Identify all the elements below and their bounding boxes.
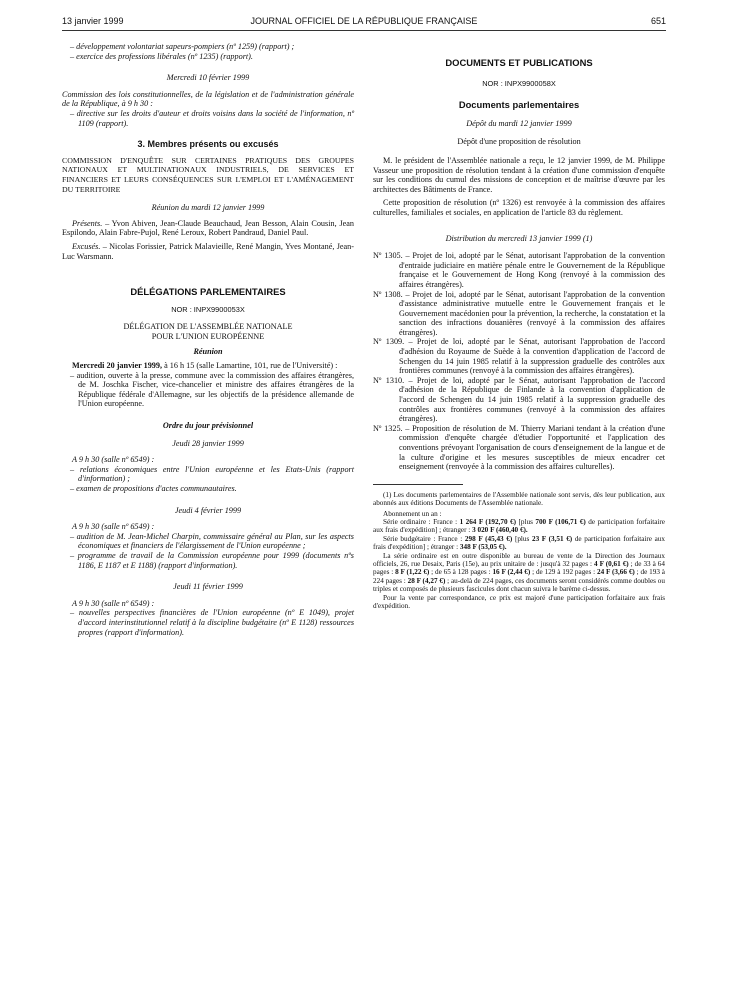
depot-heading: Dépôt du mardi 12 janvier 1999: [466, 118, 572, 128]
time-line: A 9 h 30 (salle nº 6549) :: [72, 598, 155, 608]
price: 1 264 F (192,70 €): [459, 518, 517, 526]
list-item: – directive sur les droits d'auteur et droits voisins dans la société de l'information, nº 1109 (rapport).: [70, 108, 354, 128]
day-heading: Jeudi 28 janvier 1999: [172, 438, 244, 448]
footnote: (1) Les documents parlementaires de l'Assemblée nationale sont servis, dès leur publication, aux abonnés aux éditions Documents de l'Assemblée nationale.: [373, 490, 665, 508]
price: 24 F (3,66 €): [596, 568, 635, 577]
excuses-paragraph: [62, 242, 354, 261]
nor-code: NOR : INPX9900053X: [171, 304, 245, 314]
list-item: – audition de M. Jean-Michel Charpin, commissaire général au Plan, sur les aspects économiques et financiers de l'élargissement de l'Union européenne ;: [70, 531, 354, 551]
vente-text: ; de 65 à 128 pages :: [429, 568, 493, 577]
time-line: A 9 h 30 (salle nº 6549) :: [72, 455, 155, 465]
correspondance-note: Pour la vente par correspondance, ce prix est majoré d'une participation forfaitaire aux frais d'expédition.: [373, 593, 665, 611]
price: 16 F (2,44 €): [492, 568, 531, 577]
vente-text: La série ordinaire est en outre disponible au bureau de vente de la Direction des Journaux officiels, 26, rue Desaix, Paris (15e), au prix unitaire de : jusqu'à 32 pages :: [373, 551, 665, 569]
document-item: Nº 1309. – Projet de loi, adopté par le Sénat, autorisant l'approbation de l'accord d'adhésion du Royaume de Suède à la convention d'application de l'accord de Schengen du 14 juin 1985 relatif à la suppression graduelle des contrôles aux frontières communes (renvoyé à la commission des affaires étrangères).: [373, 337, 665, 376]
journal-title: JOURNAL OFFICIEL DE LA RÉPUBLIQUE FRANÇAISE: [250, 16, 478, 26]
price: 298 F (45,43 €): [464, 534, 513, 543]
document-item: Nº 1310. – Projet de loi, adopté par le Sénat, autorisant l'approbation de l'accord d'adhésion de la République de Finlande à la convention d'application de l'accord de Schengen du 14 juin 1985 relatif à la suppression graduelle des contrôles aux frontières communes (renvoyé à la commission des affaires étrangères).: [373, 375, 665, 424]
meeting-date: Mercredi 20 janvier 1999,: [72, 361, 163, 371]
ordre-heading: Ordre du jour prévisionnel: [162, 421, 254, 431]
right-column: [373, 42, 665, 610]
documents-parlementaires-title: Documents parlementaires: [458, 99, 580, 111]
price: 28 F (4,27 €): [407, 576, 446, 585]
vente-text: ; de 33 à 64 pages :: [373, 560, 665, 577]
vente-paragraph: [373, 552, 665, 594]
delegation-name: DÉLÉGATION DE L'ASSEMBLÉE NATIONALE POUR L'UNION EUROPÉENNE: [123, 322, 293, 341]
vente-text: ; de 193 à 224 pages :: [373, 568, 665, 585]
price: 8 F (1,22 €): [395, 568, 430, 577]
delegations-title: DÉLÉGATIONS PARLEMENTAIRES: [130, 286, 286, 298]
list-item: – programme de travail de la Commission européenne pour 1999 (documents nºs 1186, E 1187 et E 1188) (rapport d'information).: [70, 550, 354, 570]
depot-subheading: Dépôt d'une proposition de résolution: [457, 137, 581, 147]
abonnement-label: Abonnement un an :: [383, 509, 442, 518]
commission-name: COMMISSION D'ENQUÊTE SUR CERTAINES PRATIQUES DES GROUPES NATIONAUX ET MULTINATIONAUX INDUSTRIELS, DE SERVICES ET FINANCIERS ET LEURS CONSÉQUENCES SUR L'EMPLOI ET L'AMÉNAGEMENT DU TERRITOIRE: [62, 155, 354, 194]
nor-code: NOR : INPX9900058X: [482, 78, 556, 88]
page-number: 651: [650, 16, 666, 26]
meeting-line: [62, 361, 354, 371]
list-item: – exercice des professions libérales (nº 1235) (rapport).: [70, 51, 253, 61]
date-heading: Mercredi 10 février 1999: [166, 73, 250, 83]
list-item: – relations économiques entre l'Union européenne et les Etats-Unis (rapport d'information) ;: [70, 464, 354, 484]
price: 23 F (3,51 €): [531, 534, 573, 543]
header-date: 13 janvier 1999: [62, 16, 124, 26]
list-item: – nouvelles perspectives financières de l'Union européenne (nº E 1049), projet d'accord interinstitutionnel relatif à la discipline budgétaire (nº E 1128) ressources propres (rapport d'information).: [70, 608, 354, 637]
footnote-rule: [373, 484, 463, 485]
meeting-place: à 16 h 15 (salle Lamartine, 101, rue de l'Université) :: [162, 361, 338, 371]
reunion-date: Réunion du mardi 12 janvier 1999: [151, 203, 265, 213]
left-column: [62, 42, 354, 637]
time-line: A 9 h 30 (salle nº 6549) :: [72, 522, 155, 532]
excuses-label: Excusés.: [72, 241, 101, 251]
presents-paragraph: [62, 219, 354, 238]
reunion-label: Réunion: [193, 347, 223, 357]
price: 3 020 F (460,40 €).: [472, 526, 528, 535]
renvoi-paragraph: Cette proposition de résolution (nº 1326) est renvoyée à la commission des affaires culturelles, familiales et sociales, en application de l'article 83 du règlement.: [373, 198, 665, 217]
documents-publications-title: DOCUMENTS ET PUBLICATIONS: [445, 57, 593, 68]
vente-text: ; au-delà de 224 pages, ces documents seront considérés comme doubles ou triples et composés de plusieurs fascicules dont chacun suivra le barème ci-dessus.: [373, 576, 665, 594]
serie-ordinaire-text: [plus: [516, 518, 536, 526]
serie-budgetaire-text: Série budgétaire : France :: [383, 534, 465, 543]
list-item: – examen de propositions d'actes communautaires.: [70, 484, 237, 493]
excuses-list: – Nicolas Forissier, Patrick Malavieille, René Mangin, Yves Montané, Jean-Luc Warsmann.: [62, 241, 354, 261]
serie-budgetaire: [373, 535, 665, 552]
price: 700 F (106,71 €): [535, 518, 586, 526]
commission-line: Commission des lois constitutionnelles, de la législation et de l'administration générale de la République, à 9 h 30 :: [62, 89, 354, 109]
serie-ordinaire: [373, 518, 665, 535]
price: 4 F (0,61 €): [594, 560, 629, 569]
serie-ordinaire-text: Série ordinaire : France :: [383, 518, 460, 526]
document-item: Nº 1308. – Projet de loi, adopté par le Sénat, autorisant l'approbation de la convention d'assistance administrative mutuelle entre le Gouvernement français et le Gouvernement macédonien pour la prévention, la recherche, la constatation et la sanction des infractions douanières (renvoyé à la commission des affaires étrangères).: [373, 289, 665, 337]
presents-list: – Yvon Abiven, Jean-Claude Beauchaud, Jean Besson, Alain Cousin, Jean Espilondo, Alain Fabre-Pujol, René Leroux, Robert Pandraud, Daniel Paul.: [62, 218, 354, 238]
resolution-paragraph: M. le président de l'Assemblée nationale a reçu, le 12 janvier 1999, de M. Philippe Vasseur une proposition de résolution tendant à la création d'une commission d'enquête sur les conditions du cumul des missions de conception et de maîtrise d'œuvre par les architectes des Bâtiments de France.: [373, 155, 665, 194]
list-item: – développement volontariat sapeurs-pompiers (nº 1259) (rapport) ;: [70, 42, 295, 51]
list-item: – audition, ouverte à la presse, commune avec la commission des affaires étrangères, de M. Joschka Fischer, vice-chancelier et ministre des affaires étrangères de la République fédérale d'Allemagne, sur les objectifs de la présidence allemande de l'Union européenne.: [70, 370, 354, 409]
day-heading: Jeudi 11 février 1999: [173, 582, 243, 592]
serie-budgetaire-text: [plus: [512, 534, 532, 543]
document-item: Nº 1325. – Proposition de résolution de M. Thierry Mariani tendant à la création d'une commission d'enquête chargée d'étudier l'opportunité et l'application des conventions prévoyant l'organisation de cours d'enseignement de la langue et de la culture d'origine et les mesures susceptibles de mieux encadrer cet enseignement (renvoyée à la commission des affaires culturelles).: [373, 423, 665, 472]
section-heading: 3. Membres présents ou excusés: [137, 139, 279, 150]
vente-text: ; de 129 à 192 pages :: [530, 568, 597, 577]
serie-budgetaire-text: de participation forfaitaire aux frais d'expédition] ; étranger :: [373, 534, 665, 552]
distribution-heading: Distribution du mercredi 13 janvier 1999 (1): [445, 233, 593, 243]
header-rule: [62, 30, 666, 31]
presents-label: Présents.: [72, 218, 103, 228]
price: 348 F (53,05 €).: [459, 543, 507, 552]
day-heading: Jeudi 4 février 1999: [174, 505, 242, 515]
serie-ordinaire-text: de participation forfaitaire aux frais d'expédition] ; étranger :: [373, 518, 665, 535]
document-item: Nº 1305. – Projet de loi, adopté par le Sénat, autorisant l'approbation de la convention d'entraide judiciaire en matière pénale entre le Gouvernement de la République française et le Gouvernement de Hong Kong (renvoyé à la commission des affaires étrangères).: [373, 251, 665, 289]
